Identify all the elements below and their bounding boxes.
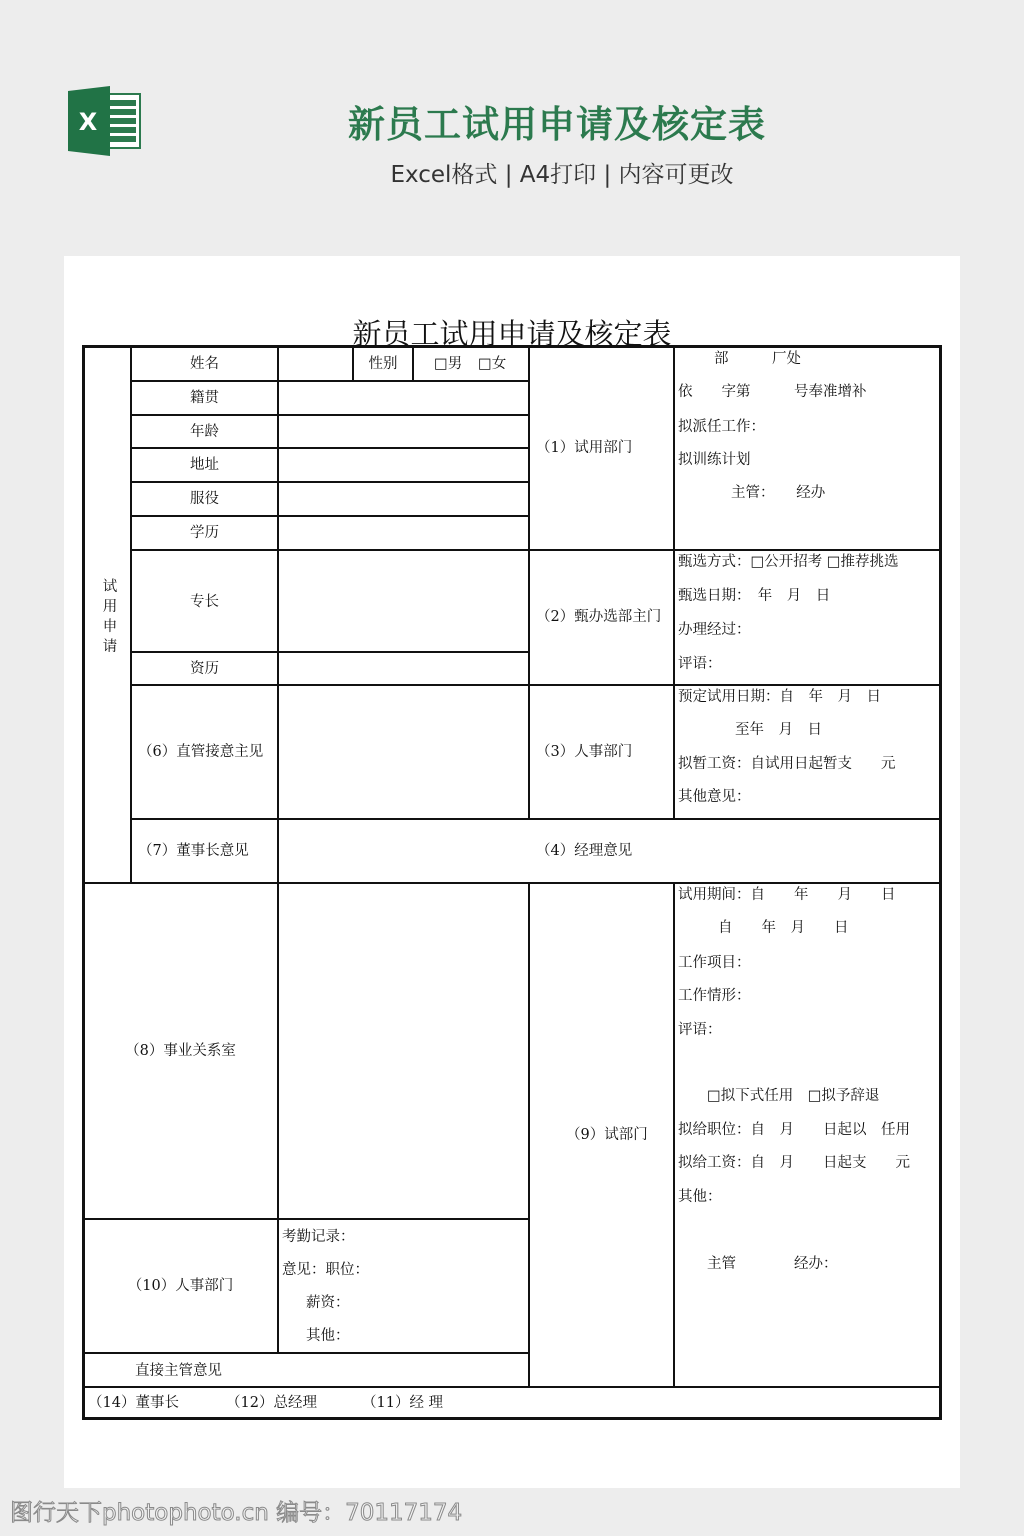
chairman-opinion-label: （7）董事长意见: [138, 843, 249, 859]
hr10-label: （10）人事部门: [127, 1278, 234, 1294]
native-place-label: 籍贯: [190, 390, 219, 406]
trial-dept9-line: 自 年 月 日: [718, 920, 849, 936]
trial-dept9-line: 主管 经办：: [707, 1256, 838, 1272]
supervisor-opinion-label: （6）直管接意主见: [138, 744, 264, 760]
trial-dept9-line: 其他：: [678, 1189, 722, 1205]
trial-dept9-line: 试用期间：自 年 月 日: [678, 887, 896, 903]
trial-dept9-line: 拟给职位：自 月 日起以 任用: [678, 1122, 910, 1138]
education-label: 学历: [190, 525, 219, 541]
selection-line: 办理经过：: [678, 622, 751, 638]
trial-dept-line: 依 字第 号奉准增补: [678, 384, 867, 400]
hr-line: 其他意见：: [678, 789, 751, 805]
direct-supervisor-label: 直接主管意见: [135, 1363, 222, 1379]
trial-dept-line: 部 厂处: [714, 351, 801, 367]
trial-dept9-label: （9）试部门: [566, 1127, 648, 1143]
header-title: 新员工试用申请及核定表: [348, 103, 766, 146]
hr10-line: 其他：: [306, 1328, 350, 1344]
section-label-trial-application: 试用申请: [102, 579, 118, 655]
gender-option-male[interactable]: □男: [434, 356, 463, 372]
hr10-line: 意见：职位：: [282, 1262, 369, 1278]
gender-option-female[interactable]: □女: [478, 356, 507, 372]
trial-dept9-line: 评语：: [678, 1022, 722, 1038]
trial-dept9-line: 拟给工资：自 月 日起支 元: [678, 1155, 910, 1171]
logo-letter: X: [78, 108, 98, 136]
hr-line: 至年 月 日: [735, 722, 822, 738]
trial-dept9-line: 工作情形：: [678, 988, 751, 1004]
hr-dept-label: （3）人事部门: [536, 744, 633, 760]
name-label: 姓名: [190, 356, 219, 372]
document-title: 新员工试用申请及核定表: [352, 317, 672, 351]
signature-manager: （11）经 理: [362, 1395, 444, 1411]
trial-dept9-line: 工作项目：: [678, 955, 751, 971]
hr10-line: 薪资：: [306, 1295, 350, 1311]
experience-label: 资历: [190, 661, 219, 677]
hr10-line: 考勤记录：: [282, 1229, 355, 1245]
watermark: 图行天下photophoto.cn 编号：70117174: [10, 1500, 463, 1526]
career-office-label: （8）事业关系室: [125, 1043, 236, 1059]
gender-label: 性别: [368, 356, 398, 372]
hr-line: 拟暂工资：自试用日起暂支 元: [678, 756, 896, 772]
trial-dept-label: （1）试用部门: [536, 440, 633, 456]
signature-chairman: （14）董事长: [88, 1395, 179, 1411]
trial-dept-line: 拟派任工作：: [678, 419, 765, 435]
selection-dept-label: （2）甄办选部主门: [536, 609, 662, 625]
header-subtitle: Excel格式 | A4打印 | 内容可更改: [390, 162, 734, 188]
name-field[interactable]: [280, 349, 351, 379]
selection-line: 甄选方式：□公开招考 □推荐挑选: [678, 554, 899, 570]
address-label: 地址: [190, 457, 219, 473]
selection-line: 甄选日期： 年 月 日: [678, 588, 831, 604]
manager-opinion-label: （4）经理意见: [536, 843, 633, 859]
signature-general-manager: （12）总经理: [226, 1395, 317, 1411]
age-label: 年龄: [190, 424, 219, 440]
trial-dept9-decision-options[interactable]: □拟下式任用 □拟予辞退: [707, 1088, 880, 1104]
selection-line: 评语：: [678, 656, 722, 672]
specialty-label: 专长: [190, 594, 219, 610]
military-service-label: 服役: [190, 491, 219, 507]
trial-dept-line: 拟训练计划: [678, 452, 751, 468]
trial-dept-line: 主管： 经办: [731, 485, 826, 501]
hr-line: 预定试用日期：自 年 月 日: [678, 689, 881, 705]
